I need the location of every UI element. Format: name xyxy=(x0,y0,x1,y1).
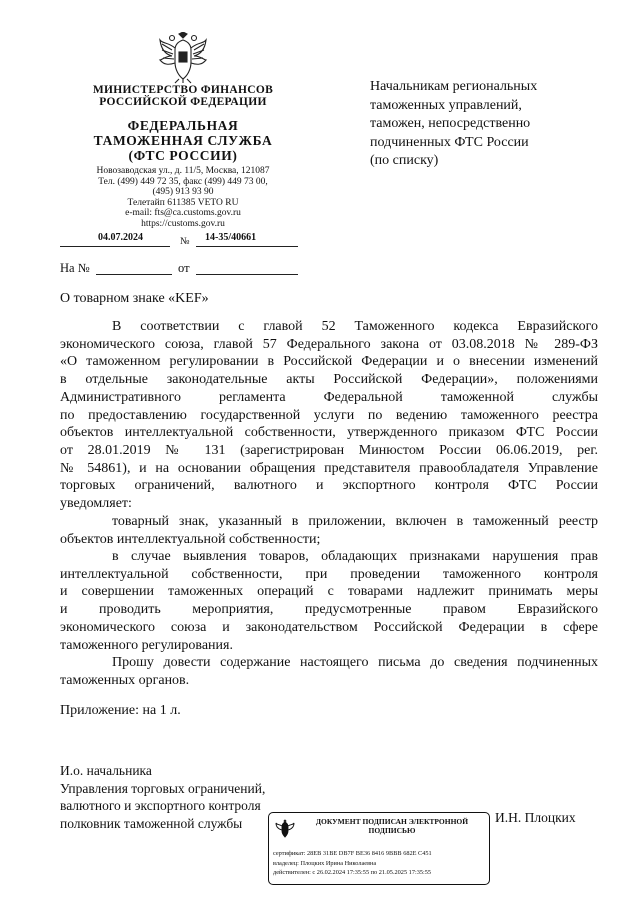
body-line: объектов интеллектуальной собственности; xyxy=(60,531,321,547)
addressee-line: таможен, непосредственно xyxy=(370,116,531,131)
body-line: торговых ограничений, валютного и экспортного контроля ФТС России xyxy=(60,478,598,494)
coat-of-arms-icon xyxy=(158,32,208,84)
body-line: «О таможенном регулировании в Российской Федерации и о внесении изменений xyxy=(60,354,598,370)
stamp-owner: владелец: Плоцких Ирина Николаевна xyxy=(273,859,377,867)
body-line: таможенного регулирования. xyxy=(60,637,233,653)
service-name xyxy=(60,118,306,163)
electronic-signature-stamp xyxy=(268,812,490,885)
contact-line: https://customs.gov.ru xyxy=(141,218,225,229)
number-underline xyxy=(196,246,298,247)
number-sign: № xyxy=(180,236,190,247)
body-line: Административного регламента Федеральной таможенной службы xyxy=(60,389,598,405)
ref-label: На № xyxy=(60,261,90,275)
contact-line: Новозаводская ул., д. 11/5, Москва, 121087 xyxy=(96,166,270,176)
paragraph-4 xyxy=(60,654,598,689)
attachment-note: Приложение: на 1 л. xyxy=(60,703,181,718)
body-line: в отдельные законодательные акты Российской Федерации», положениями xyxy=(60,372,598,388)
service-line-3: (ФТС РОССИИ) xyxy=(128,148,238,163)
body-line: от 28.01.2019 № 131 (зарегистрирован Минюстом России 06.06.2019, рег. xyxy=(60,442,598,458)
stamp-title-line: ДОКУМЕНТ ПОДПИСАН ЭЛЕКТРОННОЙ xyxy=(315,817,469,826)
addressee-line: Начальникам региональных xyxy=(370,79,538,94)
body-line: и совершении таможенных операций с товарами надлежит принимать меры xyxy=(60,584,598,600)
stamp-details xyxy=(273,849,487,878)
paragraph-3 xyxy=(60,548,598,654)
stamp-certificate: сертификат: 28EB 31BE DB7F BE36 8416 9BBB 682E C451 xyxy=(273,850,432,857)
body-line: товарный знак, указанный в приложении, включен в таможенный реестр xyxy=(112,514,598,529)
addressee-block xyxy=(370,78,590,171)
ref-number-line xyxy=(96,274,172,275)
registration-number: 14-35/40661 xyxy=(205,232,257,243)
contact-line: Телетайп 611385 VETO RU xyxy=(127,197,239,208)
body-line: экономического союза и законодательством Российской Федерации в сфере xyxy=(60,619,598,635)
letter-subject: О товарном знаке «KEF» xyxy=(60,291,209,306)
ref-date-line xyxy=(196,274,298,275)
signatory-name: И.Н. Плоцких xyxy=(495,810,576,825)
body-line: № 54861), и на основании обращения представителя правообладателя Управление xyxy=(60,460,598,476)
contact-line: e-mail: fts@ca.customs.gov.ru xyxy=(125,208,241,219)
body-line: уведомляет: xyxy=(60,496,132,512)
contact-block xyxy=(60,166,306,230)
body-line: Прошу довести содержание настоящего письма до сведения подчиненных xyxy=(112,655,598,670)
signatory-line: Управления торговых ограничений, xyxy=(60,780,266,796)
ministry-line-1: МИНИСТЕРСТВО ФИНАНСОВ xyxy=(92,84,274,96)
paragraph-1 xyxy=(60,318,598,513)
addressee-line: подчиненных ФТС России xyxy=(370,134,529,150)
addressee-line: (по списку) xyxy=(370,153,439,168)
body-line: и проводить мероприятия, предусмотренные правом Евразийского xyxy=(60,602,598,618)
contact-line: Тел. (499) 449 72 35, факс (499) 449 73 00, xyxy=(98,176,268,187)
body-line: экономического союза, главой 57 Федерального закона от 03.08.2018 № 289-ФЗ xyxy=(60,336,598,352)
stamp-title xyxy=(299,817,485,835)
signatory-block xyxy=(60,762,300,833)
letter-date: 04.07.2024 xyxy=(98,232,143,243)
service-line-1: ФЕДЕРАЛЬНАЯ xyxy=(127,118,239,133)
contact-line: (495) 913 93 90 xyxy=(152,187,214,198)
signatory-line: валютного и экспортного контроля xyxy=(60,798,261,814)
body-line: интеллектуальной собственности, при проведении таможенного контроля xyxy=(60,566,598,582)
ref-from-label: от xyxy=(178,261,190,275)
body-line: в случае выявления товаров, обладающих признаками нарушения прав xyxy=(112,549,598,564)
body-line: объектов интеллектуальной собственности, утвержденного приказом ФТС России xyxy=(60,425,598,441)
addressee-line: таможенных управлений, xyxy=(370,97,522,113)
ministry-line-2: РОССИЙСКОЙ ФЕДЕРАЦИИ xyxy=(99,96,267,108)
stamp-validity: действителен: с 26.02.2024 17:35:55 по 21.05.2025 17:35:55 xyxy=(273,869,432,876)
signatory-line: И.о. начальника xyxy=(60,763,152,778)
body-line: по предоставлению государственной услуги по ведению таможенного реестра xyxy=(60,407,598,423)
signatory-line: полковник таможенной службы xyxy=(60,816,243,832)
service-line-2: ТАМОЖЕННАЯ СЛУЖБА xyxy=(93,133,273,148)
body-line: таможенных органов. xyxy=(60,672,190,688)
ministry-name xyxy=(60,84,306,108)
date-underline xyxy=(60,246,170,247)
body-line: В соответствии с главой 52 Таможенного кодекса Евразийского xyxy=(112,319,598,334)
eagle-emblem-icon xyxy=(275,819,295,839)
stamp-title-line: ПОДПИСЬЮ xyxy=(368,826,416,835)
paragraph-2 xyxy=(60,513,598,548)
